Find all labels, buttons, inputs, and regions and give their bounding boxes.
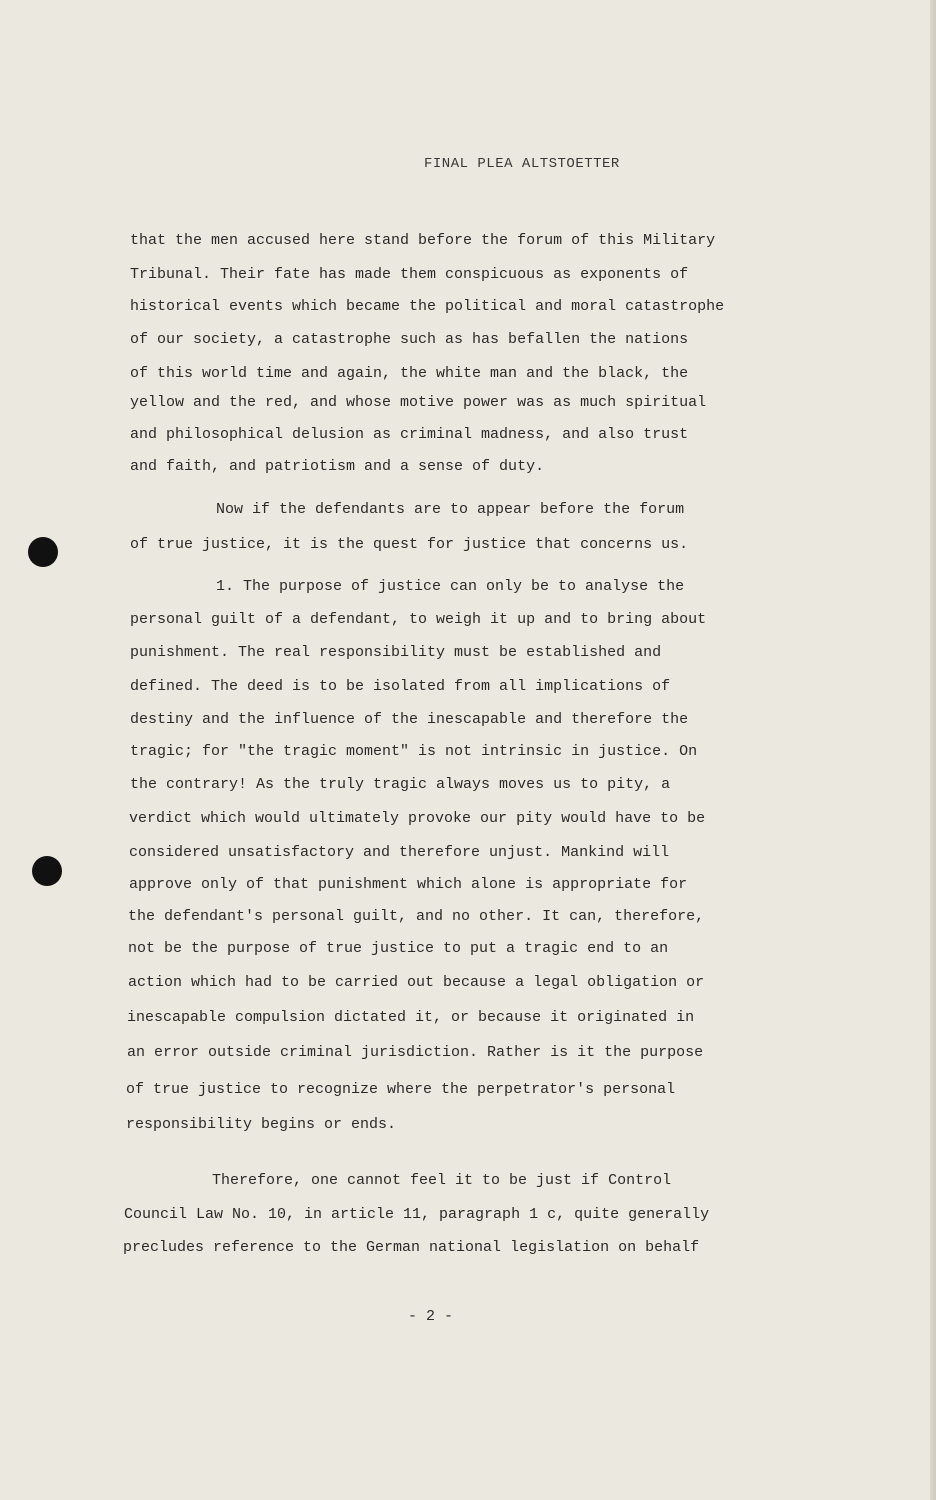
text-line: the defendant's personal guilt, and no other. It can, therefore, <box>128 908 705 925</box>
text-line: an error outside criminal jurisdiction. Rather is it the purpose <box>127 1044 704 1061</box>
text-line: of this world time and again, the white man and the black, the <box>130 365 689 382</box>
text-line: personal guilt of a defendant, to weigh it up and to bring about <box>130 611 707 628</box>
text-line: considered unsatisfactory and therefore unjust. Mankind will <box>129 844 670 861</box>
text-line: of true justice, it is the quest for justice that concerns us. <box>130 536 689 553</box>
text-line: Therefore, one cannot feel it to be just if Control <box>212 1172 672 1189</box>
text-line: punishment. The real responsibility must be established and <box>130 644 662 661</box>
text-line: that the men accused here stand before the forum of this Military <box>130 232 716 249</box>
page-edge <box>930 0 936 1500</box>
punch-hole-top <box>28 537 58 567</box>
text-line: destiny and the influence of the inescapable and therefore the <box>130 711 689 728</box>
text-line: not be the purpose of true justice to put a tragic end to an <box>128 940 669 957</box>
text-line: inescapable compulsion dictated it, or because it originated in <box>127 1009 695 1026</box>
text-line: the contrary! As the truly tragic always moves us to pity, a <box>130 776 671 793</box>
text-line: Tribunal. Their fate has made them conspicuous as exponents of <box>130 266 689 283</box>
page-header: FINAL PLEA ALTSTOETTER <box>424 156 620 172</box>
text-line: responsibility begins or ends. <box>126 1116 397 1133</box>
text-line: of true justice to recognize where the perpetrator's personal <box>126 1081 676 1098</box>
text-line: yellow and the red, and whose motive power was as much spiritual <box>130 394 707 411</box>
text-line: tragic; for "the tragic moment" is not intrinsic in justice. On <box>130 743 698 760</box>
text-line: of our society, a catastrophe such as has befallen the nations <box>130 331 689 348</box>
text-line: precludes reference to the German national legislation on behalf <box>123 1239 700 1256</box>
text-line: 1. The purpose of justice can only be to analyse the <box>216 578 685 595</box>
page-number: - 2 - <box>408 1308 454 1325</box>
text-line: defined. The deed is to be isolated from all implications of <box>130 678 671 695</box>
text-line: approve only of that punishment which alone is appropriate for <box>129 876 688 893</box>
text-line: verdict which would ultimately provoke our pity would have to be <box>129 810 706 827</box>
text-line: and faith, and patriotism and a sense of duty. <box>130 458 545 475</box>
text-line: and philosophical delusion as criminal madness, and also trust <box>130 426 689 443</box>
text-line: historical events which became the political and moral catastrophe <box>130 298 725 315</box>
text-line: Now if the defendants are to appear before the forum <box>216 501 685 518</box>
text-line: Council Law No. 10, in article 11, paragraph 1 c, quite generally <box>124 1206 710 1223</box>
punch-hole-bottom <box>32 856 62 886</box>
text-line: action which had to be carried out because a legal obligation or <box>128 974 705 991</box>
